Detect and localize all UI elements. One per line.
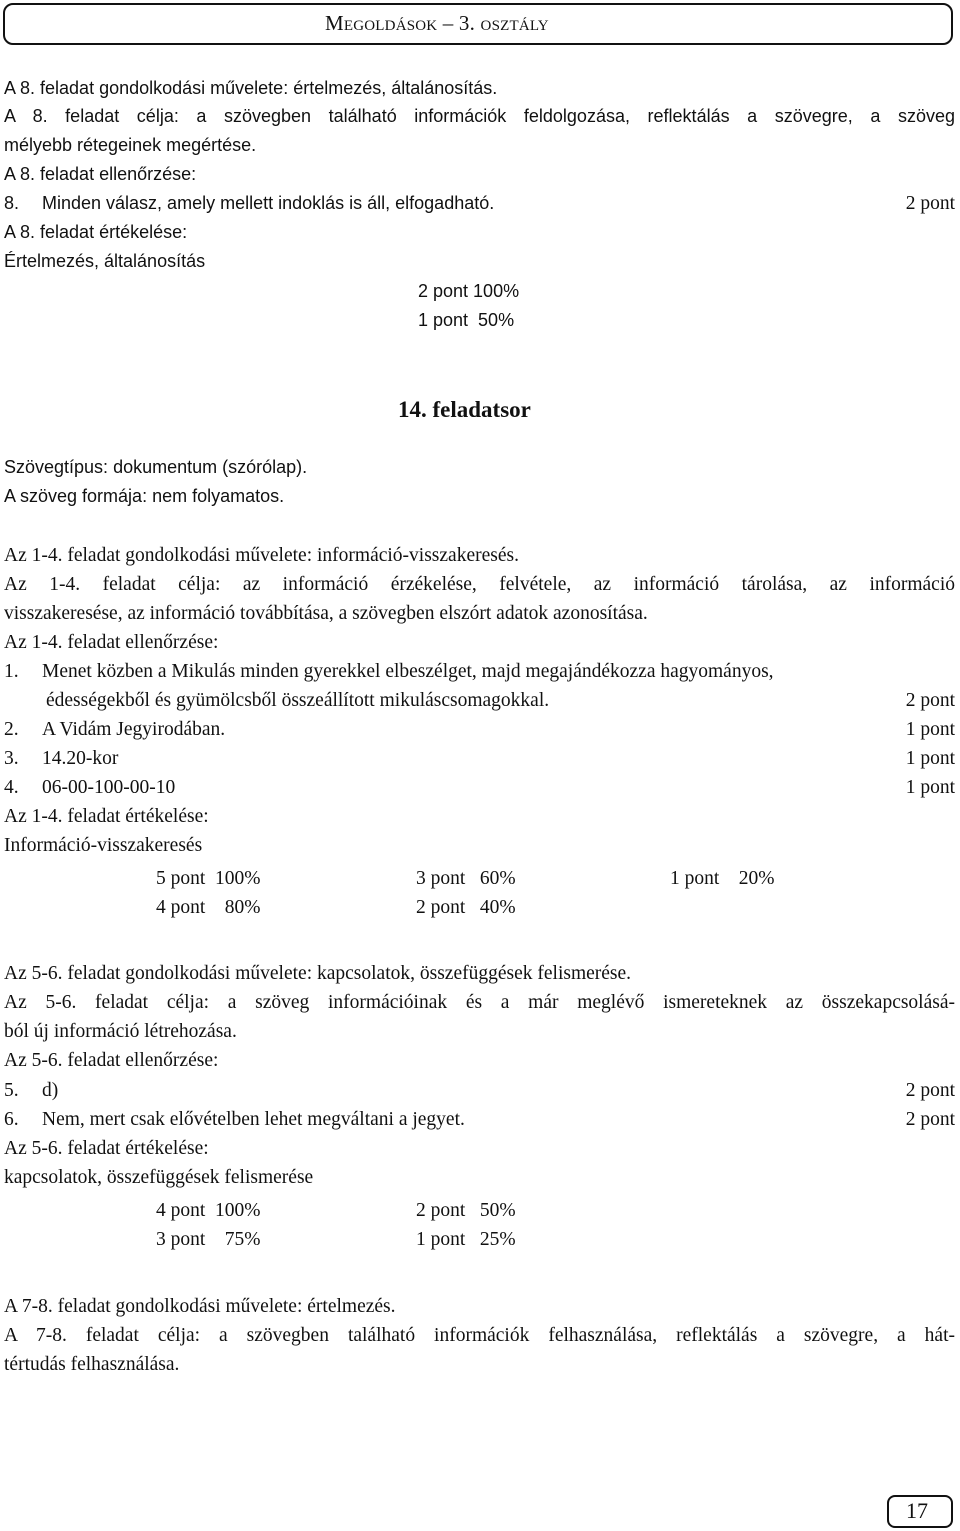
sec56-goal-line2: ból új információ létrehozása.	[4, 1021, 237, 1042]
answer-number: 2.	[4, 719, 19, 740]
sec56-answer-6	[4, 1109, 955, 1131]
sec14-score: 1 pont 20%	[670, 868, 775, 889]
sec14-answer-2	[4, 719, 955, 741]
sec8-goal-line2: mélyebb rétegeinek megértése.	[4, 135, 257, 155]
answer-text: Minden válasz, amely mellett indoklás is áll, elfogadható.	[42, 193, 495, 213]
sec8-operation: A 8. feladat gondolkodási művelete: értelmezés, általánosítás.	[4, 78, 498, 98]
answer-points: 2 pont	[905, 1109, 955, 1130]
sec14-operation: Az 1-4. feladat gondolkodási művelete: információ-visszakeresés.	[4, 545, 519, 566]
text-form: A szöveg formája: nem folyamatos.	[4, 486, 285, 506]
answer-text: 14.20-kor	[42, 748, 119, 769]
sec14-eval-category: Információ-visszakeresés	[4, 835, 203, 856]
sec56-eval-label: Az 5-6. feladat értékelése:	[4, 1138, 209, 1159]
sec78-goal-line1: A 7-8. feladat célja: a szövegben található információk felhasználása, reflektálás a szövegre, a hát-	[4, 1325, 955, 1346]
answer-points: 1 pont	[905, 748, 955, 769]
sec56-answer-5	[4, 1080, 955, 1102]
sec8-score-2: 1 pont 50%	[418, 310, 515, 330]
sec8-eval-label: A 8. feladat értékelése:	[4, 222, 188, 242]
page-number: 17	[906, 1498, 928, 1523]
sec56-operation: Az 5-6. feladat gondolkodási művelete: kapcsolatok, összefüggések felismerése.	[4, 963, 632, 984]
answer-number: 5.	[4, 1080, 19, 1101]
sec56-score: 1 pont 25%	[416, 1229, 516, 1250]
sec8-check-label: A 8. feladat ellenőrzése:	[4, 164, 197, 184]
sec56-eval-category: kapcsolatok, összefüggések felismerése	[4, 1167, 314, 1188]
answer-points: 2 pont	[905, 193, 955, 214]
page-header-title: Megoldások – 3. osztály	[325, 11, 549, 35]
sec14-goal-line2: visszakeresése, az információ továbbítása, a szövegben elszórt adatok azonosítása.	[4, 603, 648, 624]
sec14-score: 2 pont 40%	[416, 897, 516, 918]
sec56-score: 2 pont 50%	[416, 1200, 516, 1221]
answer-points: 2 pont	[905, 690, 955, 711]
answer-text: d)	[42, 1080, 59, 1101]
sec56-score: 4 pont 100%	[156, 1200, 261, 1221]
sec8-score-1: 2 pont 100%	[418, 281, 520, 301]
answer-text: Nem, mert csak elővételben lehet megváltani a jegyet.	[42, 1109, 465, 1130]
sec14-answer-4	[4, 777, 955, 799]
sec14-goal-line1: Az 1-4. feladat célja: az információ érzékelése, felvétele, az információ tárolása, az információ	[4, 574, 955, 595]
sec14-score: 3 pont 60%	[416, 868, 516, 889]
sec78-goal-line2: tértudás felhasználása.	[4, 1354, 180, 1375]
text-type: Szövegtípus: dokumentum (szórólap).	[4, 457, 308, 477]
sec14-answer-1-line1	[4, 661, 955, 683]
sec8-eval-category: Értelmezés, általánosítás	[4, 251, 206, 271]
answer-points: 1 pont	[905, 777, 955, 798]
sec14-eval-label: Az 1-4. feladat értékelése:	[4, 806, 209, 827]
sec14-answer-3	[4, 748, 955, 770]
answer-text: édességekből és gyümölcsből összeállított mikuláscsomagokkal.	[46, 690, 550, 711]
sec78-operation: A 7-8. feladat gondolkodási művelete: értelmezés.	[4, 1296, 396, 1317]
sec56-score: 3 pont 75%	[156, 1229, 261, 1250]
answer-text: A Vidám Jegyirodában.	[42, 719, 226, 740]
sec8-answer-8	[4, 193, 955, 214]
sec8-goal-line1: A 8. feladat célja: a szövegben található információk feldolgozása, reflektálás a szövegre, a szöveg	[4, 106, 955, 126]
answer-points: 1 pont	[905, 719, 955, 740]
answer-text: 06-00-100-00-10	[42, 777, 176, 798]
answer-text: Menet közben a Mikulás minden gyerekkel elbeszélget, majd megajándékozza hagyományos,	[42, 661, 774, 682]
answer-number: 1.	[4, 661, 19, 682]
sec56-goal-line1: Az 5-6. feladat célja: a szöveg információinak és a már meglévő ismereteknek az összekapcsolásá-	[4, 992, 955, 1013]
sec14-check-label: Az 1-4. feladat ellenőrzése:	[4, 632, 219, 653]
answer-points: 2 pont	[905, 1080, 955, 1101]
sec56-check-label: Az 5-6. feladat ellenőrzése:	[4, 1050, 219, 1071]
sec14-score: 5 pont 100%	[156, 868, 261, 889]
answer-number: 4.	[4, 777, 19, 798]
sec14-score: 4 pont 80%	[156, 897, 261, 918]
answer-number: 8.	[4, 193, 20, 213]
answer-number: 3.	[4, 748, 19, 769]
series-heading: 14. feladatsor	[398, 397, 531, 422]
answer-number: 6.	[4, 1109, 19, 1130]
